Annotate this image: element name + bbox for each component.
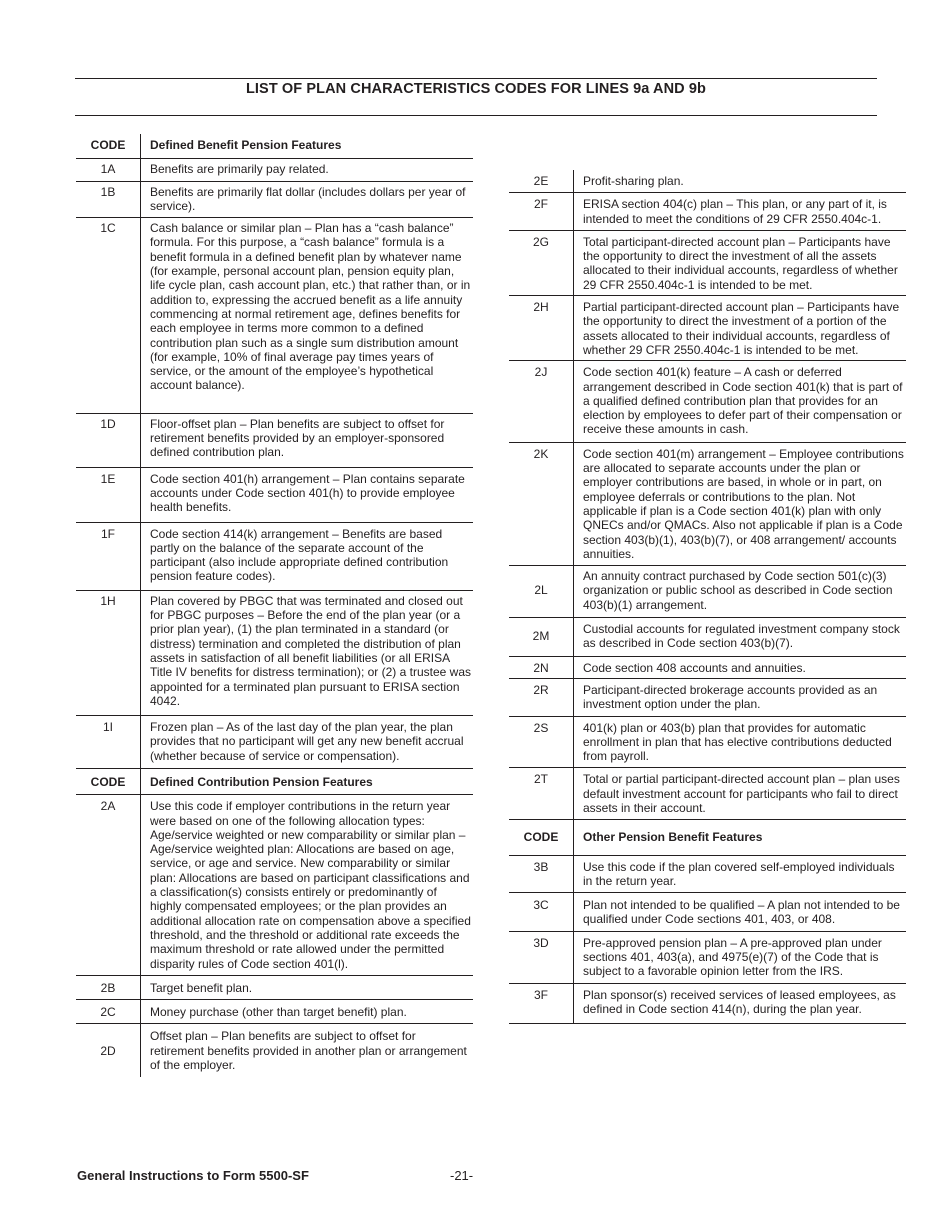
table-row-1c	[76, 218, 473, 414]
plan-code: 2A	[76, 795, 141, 975]
column-header-code: CODE	[76, 769, 141, 794]
page-number: -21-	[450, 1168, 474, 1183]
plan-code: 2T	[509, 768, 574, 819]
table-row-3d	[509, 932, 906, 984]
table-row-2r	[509, 679, 906, 717]
plan-code: 2G	[509, 231, 574, 295]
plan-code: 1H	[76, 591, 141, 715]
plan-code: 1F	[76, 523, 141, 590]
left-code-table	[76, 134, 473, 1077]
table-header-row	[76, 134, 473, 159]
code-description: Plan sponsor(s) received services of leased employees, as defined in Code section 414(n), during the plan year.	[583, 987, 896, 1016]
table-row-2l	[509, 566, 906, 618]
table-row-2t	[509, 768, 906, 820]
plan-code: 3C	[509, 893, 574, 931]
plan-code: 2E	[509, 170, 574, 192]
code-description: Cash balance or similar plan – Plan has a “cash balance” formula. For this purpose, a “cash balance” formula is a benefit formula in a defined benefit plan by whatever name (for example, personal account plan, pension equity plan, life cycle plan, cash account plan, etc.) that rather than, or in addition to, expressing the accrued benefit as a life annuity commencing at normal retirement age, defines benefits for each employee in terms more common to a defined contribution plan such as a single sum distribution amount (for example, 10% of final average pay times years of service, or the amount of the employee’s hypothetical account balance).	[150, 221, 471, 393]
plan-code: 2J	[509, 361, 574, 441]
table-row-3c	[509, 893, 906, 932]
table-row-1e	[76, 468, 473, 523]
table-row-1i	[76, 716, 473, 769]
plan-code: 2D	[76, 1024, 141, 1077]
plan-code: 2L	[509, 566, 574, 617]
table-row-2d	[76, 1024, 473, 1077]
code-description: Code section 401(m) arrangement – Employee contributions are allocated to separate accounts under the plan or employer contributions are based, in whole or in part, on employee deferrals or contributions to the plan. Not applicable if plan is a Code section 401(k) plan with only QNECs and/or QMACs. Also not applicable if plan is a Code section 403(b)(1), 403(b)(7), or 408 arrangement/ accounts annuities.	[583, 446, 904, 561]
code-description: Custodial accounts for regulated investment company stock as described in Code section 403(b)(7).	[583, 622, 900, 651]
code-description: 401(k) plan or 403(b) plan that provides for automatic enrollment in plan that has elective contributions deducted from payroll.	[583, 720, 892, 764]
plan-code: 1D	[76, 414, 141, 467]
table-header-row	[509, 820, 906, 855]
table-row-1a	[76, 159, 473, 181]
code-description: Code section 414(k) arrangement – Benefits are based partly on the balance of the separate account of the participant (also include appropriate defined contribution pension feature codes).	[150, 526, 449, 584]
code-description: Total or partial participant-directed account plan – plan uses default investment account for participants who fail to direct assets in their account.	[583, 772, 900, 815]
code-description: Plan not intended to be qualified – A plan not intended to be qualified under Code sections 401, 403, or 408.	[583, 898, 900, 927]
code-description: Plan covered by PBGC that was terminated and closed out for PBGC purposes – Before the end of the plan year (or a prior plan year), (1) the plan terminated in a standard (or distress) termination and completed the distribution of plan assets in satisfaction of all benefit liabilities (or all ERISA Title IV benefits for distress termination); or (2) a trustee was appointed for a terminated plan pursuant to ERISA section 4042.	[150, 593, 472, 708]
code-description: Participant-directed brokerage accounts provided as an investment option under the plan.	[583, 682, 878, 712]
code-description: Benefits are primarily flat dollar (includes dollars per year of service).	[150, 184, 466, 213]
table-row-2c	[76, 1000, 473, 1024]
page-title: LIST OF PLAN CHARACTERISTICS CODES FOR LINES 9a AND 9b	[245, 81, 707, 97]
plan-code: 2N	[509, 657, 574, 678]
table-row-1b	[76, 182, 473, 219]
plan-code: 2R	[509, 679, 574, 716]
table-row-2k	[509, 443, 906, 566]
table-row-2a	[76, 795, 473, 976]
code-description: Frozen plan – As of the last day of the plan year, the plan provides that no participant will get any new benefit accrual (whether because of service or compensation).	[150, 720, 464, 763]
table-row-3b	[509, 856, 906, 894]
plan-code: 3B	[509, 856, 574, 893]
table-row-1h	[76, 591, 473, 716]
plan-code: 2C	[76, 1000, 141, 1023]
table-row-2e	[509, 170, 906, 193]
column-header-code: CODE	[509, 820, 574, 854]
plan-code: 2K	[509, 443, 574, 565]
code-description: Total participant-directed account plan – Participants have the opportunity to direct the investment of all the assets allocated to their individual accounts, regardless of whether 29 CFR 2550.404c-1 is intended to be met.	[583, 234, 898, 292]
footer-form-title: General Instructions to Form 5500-SF	[77, 1168, 309, 1183]
section-heading: Other Pension Benefit Features	[583, 830, 763, 845]
code-description: Code section 401(h) arrangement – Plan contains separate accounts under Code section 401(h) to provide employee health benefits.	[150, 471, 465, 515]
right-code-table	[509, 170, 906, 1024]
code-description: Pre-approved pension plan – A pre-approved plan under sections 401, 403(a), and 4975(e)(7) of the Code that is subject to a favorable opinion letter from the IRS.	[583, 935, 882, 979]
plan-code: 3D	[509, 932, 574, 983]
plan-code: 2B	[76, 976, 141, 999]
table-row-2h	[509, 296, 906, 361]
plan-code: 1B	[76, 182, 141, 218]
column-header-code: CODE	[76, 134, 141, 158]
plan-code: 3F	[509, 984, 574, 1024]
code-description: Floor-offset plan – Plan benefits are subject to offset for retirement benefits provided by an employer-sponsored defined contribution plan.	[150, 416, 445, 460]
table-row-2g	[509, 231, 906, 296]
code-description: Target benefit plan.	[150, 980, 253, 995]
section-heading: Defined Benefit Pension Features	[150, 138, 342, 152]
plan-code: 1C	[76, 218, 141, 413]
top-rule	[75, 78, 877, 79]
table-row-1f	[76, 523, 473, 591]
code-description: ERISA section 404(c) plan – This plan, or any part of it, is intended to meet the conditions of 29 CFR 2550.404c-1.	[583, 197, 887, 226]
table-row-2s	[509, 717, 906, 769]
table-row-2f	[509, 193, 906, 231]
code-description: Code section 401(k) feature – A cash or deferred arrangement described in Code section 401(k) that is part of a qualified defined contribution plan that provides for an election by employees to defer part of their compensation or receive these amounts in cash.	[583, 365, 903, 437]
code-description: Partial participant-directed account plan – Participants have the opportunity to direct the investment of a portion of the assets allocated to their individual accounts, regardless of whether 29 CFR 2550.404c-1 is intended to be met.	[583, 300, 900, 357]
table-row-2j	[509, 361, 906, 442]
plan-code: 2H	[509, 296, 574, 360]
code-description: Use this code if the plan covered self-employed individuals in the return year.	[583, 859, 895, 888]
plan-code: 1E	[76, 468, 141, 522]
code-description: Code section 408 accounts and annuities.	[583, 660, 806, 675]
table-row-2n	[509, 657, 906, 679]
code-description: Use this code if employer contributions in the return year were based on one of the following allocation types: Age/service weighted or new comparability or similar plan – Age/service weighted plan: Allocations are based on age, service, or age and service. New comparability or similar plan: Allocations are based on participant classifications and a classification(s) consists entirely or predominantly of highly compensated employees; or the plan provides an additional allocation rate on compensation above a specified threshold, and the threshold or additional rate exceeds the maximum threshold or rate allowed under the permitted disparity rules of Code section 401(l).	[150, 799, 471, 971]
plan-code: 1A	[76, 159, 141, 180]
table-row-2m	[509, 618, 906, 657]
table-row-3f	[509, 984, 906, 1025]
table-header-row	[76, 769, 473, 795]
plan-code: 2S	[509, 717, 574, 768]
plan-code: 1I	[76, 716, 141, 768]
code-description: Profit-sharing plan.	[583, 174, 684, 188]
section-heading: Defined Contribution Pension Features	[150, 774, 373, 789]
table-row-1d	[76, 414, 473, 468]
title-bottom-rule	[75, 115, 877, 116]
code-description: Offset plan – Plan benefits are subject to offset for retirement benefits provided in another plan or arrangement of the employer.	[150, 1029, 467, 1073]
code-description: Benefits are primarily pay related.	[150, 162, 329, 177]
code-description: An annuity contract purchased by Code section 501(c)(3) organization or public school as described in Code section 403(b)(1) arrangement.	[583, 569, 893, 612]
code-description: Money purchase (other than target benefit) plan.	[150, 1005, 407, 1020]
plan-code: 2F	[509, 193, 574, 230]
plan-code: 2M	[509, 618, 574, 656]
table-row-2b	[76, 976, 473, 1000]
